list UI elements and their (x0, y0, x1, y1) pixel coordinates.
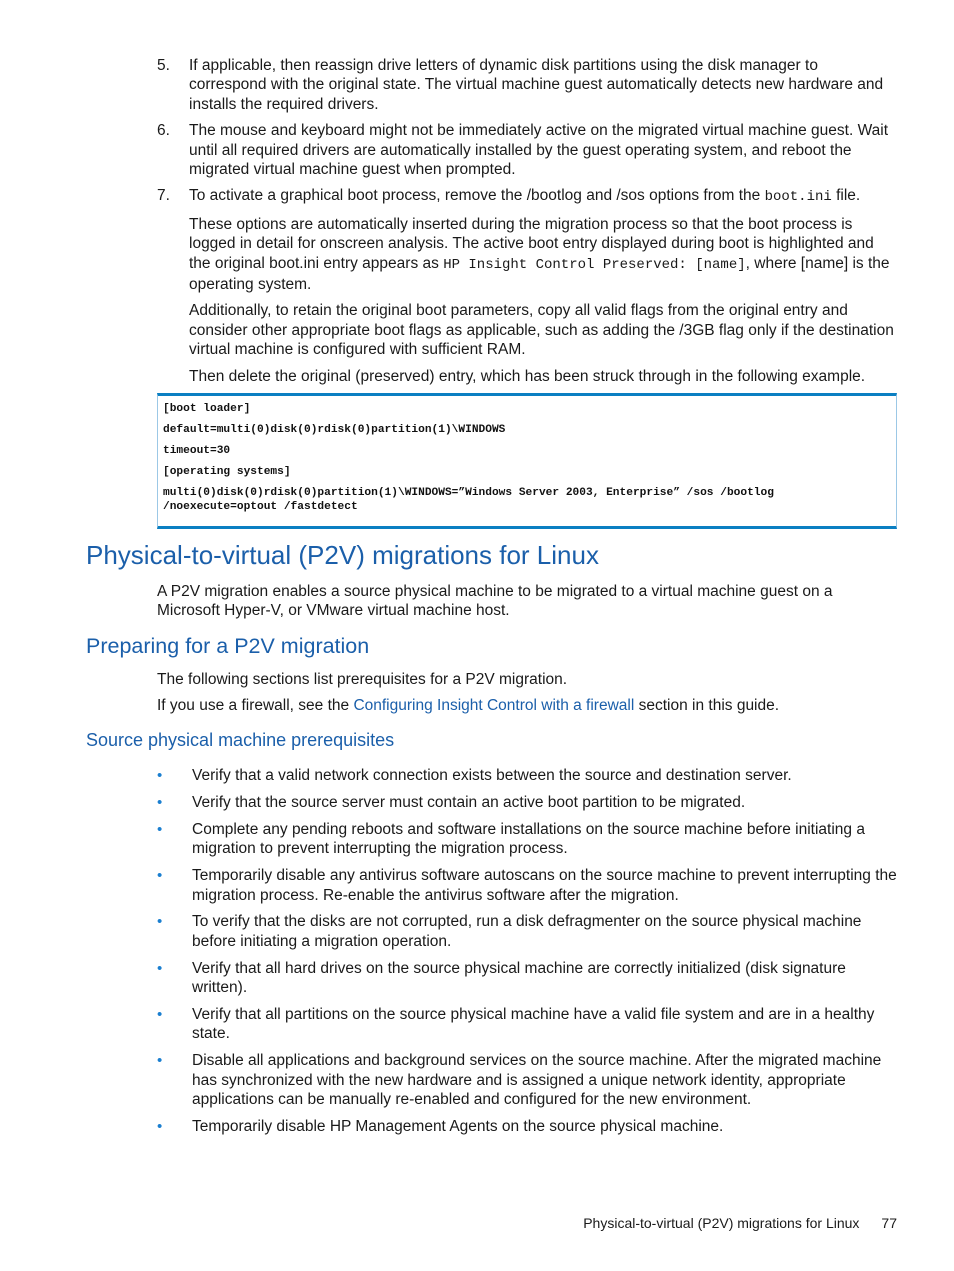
paragraph-text: These options are automatically inserted during the migration process so that the boot process is logged in detail for onscreen analysis. The active boot entry displayed during boot is highlighted and the original boot.ini entry appears as (189, 215, 874, 272)
code-block (157, 393, 897, 529)
list-item-text: Verify that the source server must contain an active boot partition to be migrated. (192, 793, 746, 811)
list-item-text: Verify that a valid network connection exists between the source and destination server. (192, 767, 792, 784)
list-item-text: Verify that all partitions on the source physical machine have a valid file system and are in a healthy state. (192, 1006, 875, 1043)
list-item (157, 1117, 897, 1136)
section-intro: A P2V migration enables a source physical machine to be migrated to a virtual machine guest on a Microsoft Hyper-V, or VMware virtual machine host. (157, 583, 833, 620)
inline-code: HP Insight Control Preserved: [name] (443, 256, 746, 273)
bullet-icon: • (157, 867, 163, 885)
bullet-icon: • (157, 1052, 163, 1070)
bullet-icon: • (157, 959, 163, 977)
bullet-icon: • (157, 1006, 163, 1024)
list-item-text: Temporarily disable any antivirus software autoscans on the source machine to prevent interrupting the migration process. Re-enable the antivirus software after the migration. (192, 867, 897, 904)
step-paragraph: Then delete the original (preserved) entry, which has been struck through in the following example. (189, 367, 866, 385)
page-footer (560, 1215, 897, 1231)
list-item (157, 1005, 897, 1044)
list-item (157, 766, 897, 785)
inline-code: boot.ini (764, 189, 832, 206)
step-number: 7. (157, 187, 170, 205)
code-line: [operating systems] (163, 466, 291, 478)
list-item (157, 793, 897, 812)
prereq-heading: Source physical machine prerequisites (86, 730, 395, 750)
list-item (157, 866, 897, 905)
code-line: /noexecute=optout /fastdetect (163, 501, 358, 513)
step-text (189, 186, 897, 207)
step-paragraph (189, 215, 897, 295)
bullet-icon: • (157, 793, 163, 811)
bullet-icon: • (157, 767, 163, 784)
step-6 (157, 121, 897, 179)
bullet-icon: • (157, 820, 163, 838)
list-item-text: Temporarily disable HP Management Agents on the source physical machine. (192, 1118, 724, 1136)
step-text-part: To activate a graphical boot process, remove the /bootlog and /sos options from the (189, 187, 765, 205)
list-item (157, 912, 897, 951)
firewall-guide-link[interactable]: Configuring Insight Control with a firewall (353, 697, 635, 714)
paragraph-text: If you use a firewall, see the (157, 697, 354, 714)
step-text-part: file. (831, 187, 861, 205)
bullet-icon: • (157, 1118, 163, 1136)
list-item (157, 1051, 897, 1109)
code-line: multi(0)disk(0)rdisk(0)partition(1)\WINDOWS=”Windows Server 2003, Enterprise” /sos /bootlog (163, 487, 774, 499)
procedure-steps (157, 56, 897, 393)
step-number: 6. (157, 122, 170, 140)
section-heading: Physical-to-virtual (P2V) migrations for Linux (86, 540, 599, 570)
bullet-icon: • (157, 913, 163, 931)
code-line: timeout=30 (163, 445, 231, 457)
step-paragraph: Additionally, to retain the original boot parameters, copy all valid flags from the original entry and consider other appropriate boot flags as applicable, such as adding the /3GB flag only if the destination virtual machine is configured with sufficient RAM. (189, 302, 894, 359)
step-7 (157, 186, 897, 386)
step-5 (157, 56, 897, 114)
list-item-text: To verify that the disks are not corrupted, run a disk defragmenter on the source physical machine before initiating a migration operation. (192, 913, 862, 950)
paragraph-text: , where [name] is the operating system. (189, 254, 890, 294)
list-item-text: Verify that all hard drives on the source physical machine are correctly initialized (disk signature written). (192, 959, 846, 997)
step-number: 5. (157, 57, 170, 74)
subsection-paragraph (157, 696, 897, 715)
footer-title: Physical-to-virtual (P2V) migrations for Linux (583, 1215, 860, 1231)
step-text: The mouse and keyboard might not be immediately active on the migrated virtual machine guest. Wait until all required drivers are automatically installed by the guest operating system, and reboot the migrated virtual machine guest when prompted. (189, 122, 888, 179)
prereq-list (157, 766, 897, 1144)
list-item (157, 959, 897, 998)
subsection-heading: Preparing for a P2V migration (86, 634, 370, 658)
list-item-text: Complete any pending reboots and software installations on the source machine before initiating a migration to prevent interrupting the migration process. (192, 820, 865, 858)
code-line: [boot loader] (163, 403, 251, 415)
subsection-paragraph: The following sections list prerequisites for a P2V migration. (157, 671, 568, 688)
list-item-text: Disable all applications and background services on the source machine. After the migrated machine has synchronized with the new hardware and is assigned a unique network identity, appropriate applications can be manually re-enabled and configured for the new environment. (192, 1052, 882, 1109)
step-text: If applicable, then reassign drive letters of dynamic disk partitions using the disk manager to correspond with the original state. The virtual machine guest automatically detects new hardware and installs the required drivers. (189, 57, 884, 113)
code-line: default=multi(0)disk(0)rdisk(0)partition(1)\WINDOWS (163, 424, 506, 436)
paragraph-text: section in this guide. (634, 697, 780, 714)
list-item (157, 820, 897, 859)
page-number: 77 (881, 1215, 897, 1231)
